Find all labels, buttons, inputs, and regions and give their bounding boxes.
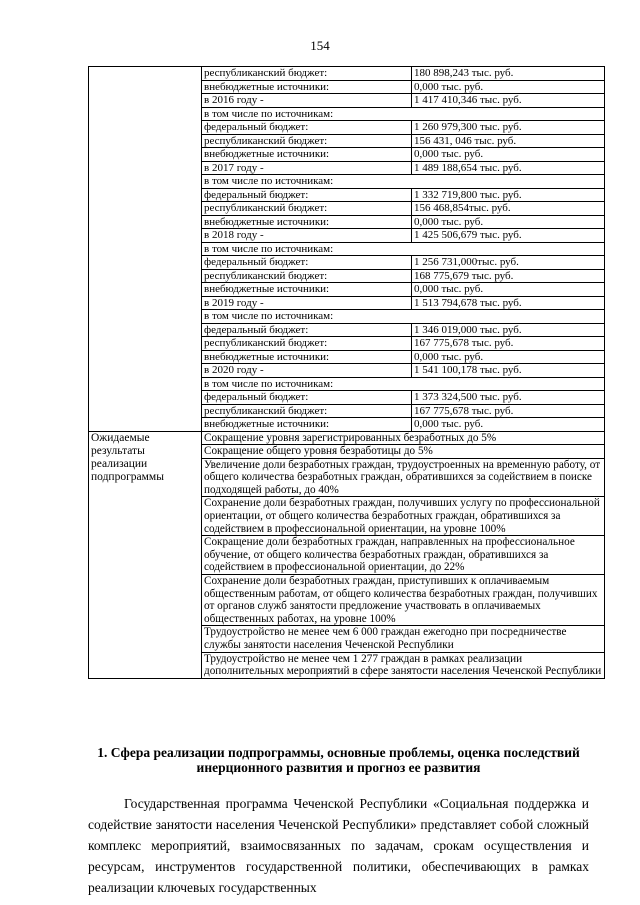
budget-label: федеральный бюджет: — [202, 323, 412, 337]
budget-left-cell — [89, 67, 202, 432]
budget-value: 1 332 719,800 тыс. руб. — [412, 188, 605, 202]
result-item: Увеличение доли безработных граждан, трудоустроенных на временную работу, от общего количества безработных граждан, обратившихся за содействием в поиске подходящей работы, до 40% — [202, 458, 605, 497]
budget-subheader: в том числе по источникам: — [202, 107, 605, 121]
budget-label: внебюджетные источники: — [202, 418, 412, 432]
budget-subheader: в том числе по источникам: — [202, 175, 605, 189]
budget-label: в 2017 году - — [202, 161, 412, 175]
budget-subheader: в том числе по источникам: — [202, 310, 605, 324]
budget-label: федеральный бюджет: — [202, 188, 412, 202]
budget-value: 1 425 506,679 тыс. руб. — [412, 229, 605, 243]
budget-value: 0,000 тыс. руб. — [412, 418, 605, 432]
section-heading: 1. Сфера реализации подпрограммы, основные проблемы, оценка последствий инерционного развития и прогноз ее развития — [97, 745, 580, 775]
budget-value: 1 513 794,678 тыс. руб. — [412, 296, 605, 310]
budget-label: в 2019 году - — [202, 296, 412, 310]
budget-value: 167 775,678 тыс. руб. — [412, 404, 605, 418]
budget-label: республиканский бюджет: — [202, 134, 412, 148]
budget-label: республиканский бюджет: — [202, 337, 412, 351]
budget-value: 0,000 тыс. руб. — [412, 80, 605, 94]
result-item: Сокращение уровня зарегистрированных безработных до 5% — [202, 431, 605, 445]
budget-value: 0,000 тыс. руб. — [412, 350, 605, 364]
budget-subheader: в том числе по источникам: — [202, 377, 605, 391]
result-item: Сокращение доли безработных граждан, направленных на профессиональное обучение, от общего количества безработных граждан, обратившихся за содействием в профессиональной ориентации, до 22% — [202, 536, 605, 575]
budget-label: внебюджетные источники: — [202, 283, 412, 297]
body-paragraph: Государственная программа Чеченской Республики «Социальная поддержка и содействие занятости населения Чеченской Республики» представляет собой сложный комплекс мероприятий, взаимосвязанных по задачам, срокам осуществления и ресурсам, инструментов государственной политики, обеспечивающих в рамках реализации ключевых государственных — [88, 796, 589, 895]
result-item: Сокращение общего уровня безработицы до 5% — [202, 445, 605, 459]
budget-value: 1 256 731,000тыс. руб. — [412, 256, 605, 270]
budget-label: в 2016 году - — [202, 94, 412, 108]
budget-label: в 2020 году - — [202, 364, 412, 378]
budget-label: внебюджетные источники: — [202, 148, 412, 162]
budget-value: 1 417 410,346 тыс. руб. — [412, 94, 605, 108]
result-item: Сохранение доли безработных граждан, получивших услугу по профессиональной ориентации, от общего количества безработных граждан, обратившихся за содействием в профессиональной ориентации, на уровне 100% — [202, 497, 605, 536]
budget-row — [89, 67, 605, 81]
result-row — [89, 431, 605, 445]
results-label: Ожидаемые результаты реализации подпрограммы — [89, 431, 202, 678]
budget-value: 167 775,678 тыс. руб. — [412, 337, 605, 351]
budget-label: республиканский бюджет: — [202, 404, 412, 418]
budget-value: 1 346 019,000 тыс. руб. — [412, 323, 605, 337]
budget-label: внебюджетные источники: — [202, 350, 412, 364]
budget-label: республиканский бюджет: — [202, 202, 412, 216]
budget-subheader: в том числе по источникам: — [202, 242, 605, 256]
page-number: 154 — [310, 38, 330, 53]
budget-label: федеральный бюджет: — [202, 391, 412, 405]
budget-label: республиканский бюджет: — [202, 67, 412, 81]
budget-label: республиканский бюджет: — [202, 269, 412, 283]
budget-label: федеральный бюджет: — [202, 256, 412, 270]
budget-label: федеральный бюджет: — [202, 121, 412, 135]
result-item: Трудоустройство не менее чем 6 000 граждан ежегодно при посредничестве службы занятости населения Чеченской Республики — [202, 626, 605, 652]
budget-value: 1 489 188,654 тыс. руб. — [412, 161, 605, 175]
budget-value: 0,000 тыс. руб. — [412, 283, 605, 297]
budget-value: 156 431, 046 тыс. руб. — [412, 134, 605, 148]
budget-value: 168 775,679 тыс. руб. — [412, 269, 605, 283]
passport-table — [88, 66, 605, 679]
budget-value: 180 898,243 тыс. руб. — [412, 67, 605, 81]
budget-value: 0,000 тыс. руб. — [412, 148, 605, 162]
budget-value: 1 373 324,500 тыс. руб. — [412, 391, 605, 405]
result-item: Трудоустройство не менее чем 1 277 граждан в рамках реализации дополнительных мероприятий в сфере занятости населения Чеченской Республики — [202, 652, 605, 678]
budget-value: 1 260 979,300 тыс. руб. — [412, 121, 605, 135]
result-item: Сохранение доли безработных граждан, приступивших к оплачиваемым общественным работам, от общего количества безработных граждан, получивших от органов служб занятости предложение участвовать в оплачиваемых общественных работах, на уровне 100% — [202, 575, 605, 626]
budget-value: 1 541 100,178 тыс. руб. — [412, 364, 605, 378]
budget-label: внебюджетные источники: — [202, 215, 412, 229]
budget-value: 156 468,854тыс. руб. — [412, 202, 605, 216]
budget-label: внебюджетные источники: — [202, 80, 412, 94]
budget-label: в 2018 году - — [202, 229, 412, 243]
budget-value: 0,000 тыс. руб. — [412, 215, 605, 229]
